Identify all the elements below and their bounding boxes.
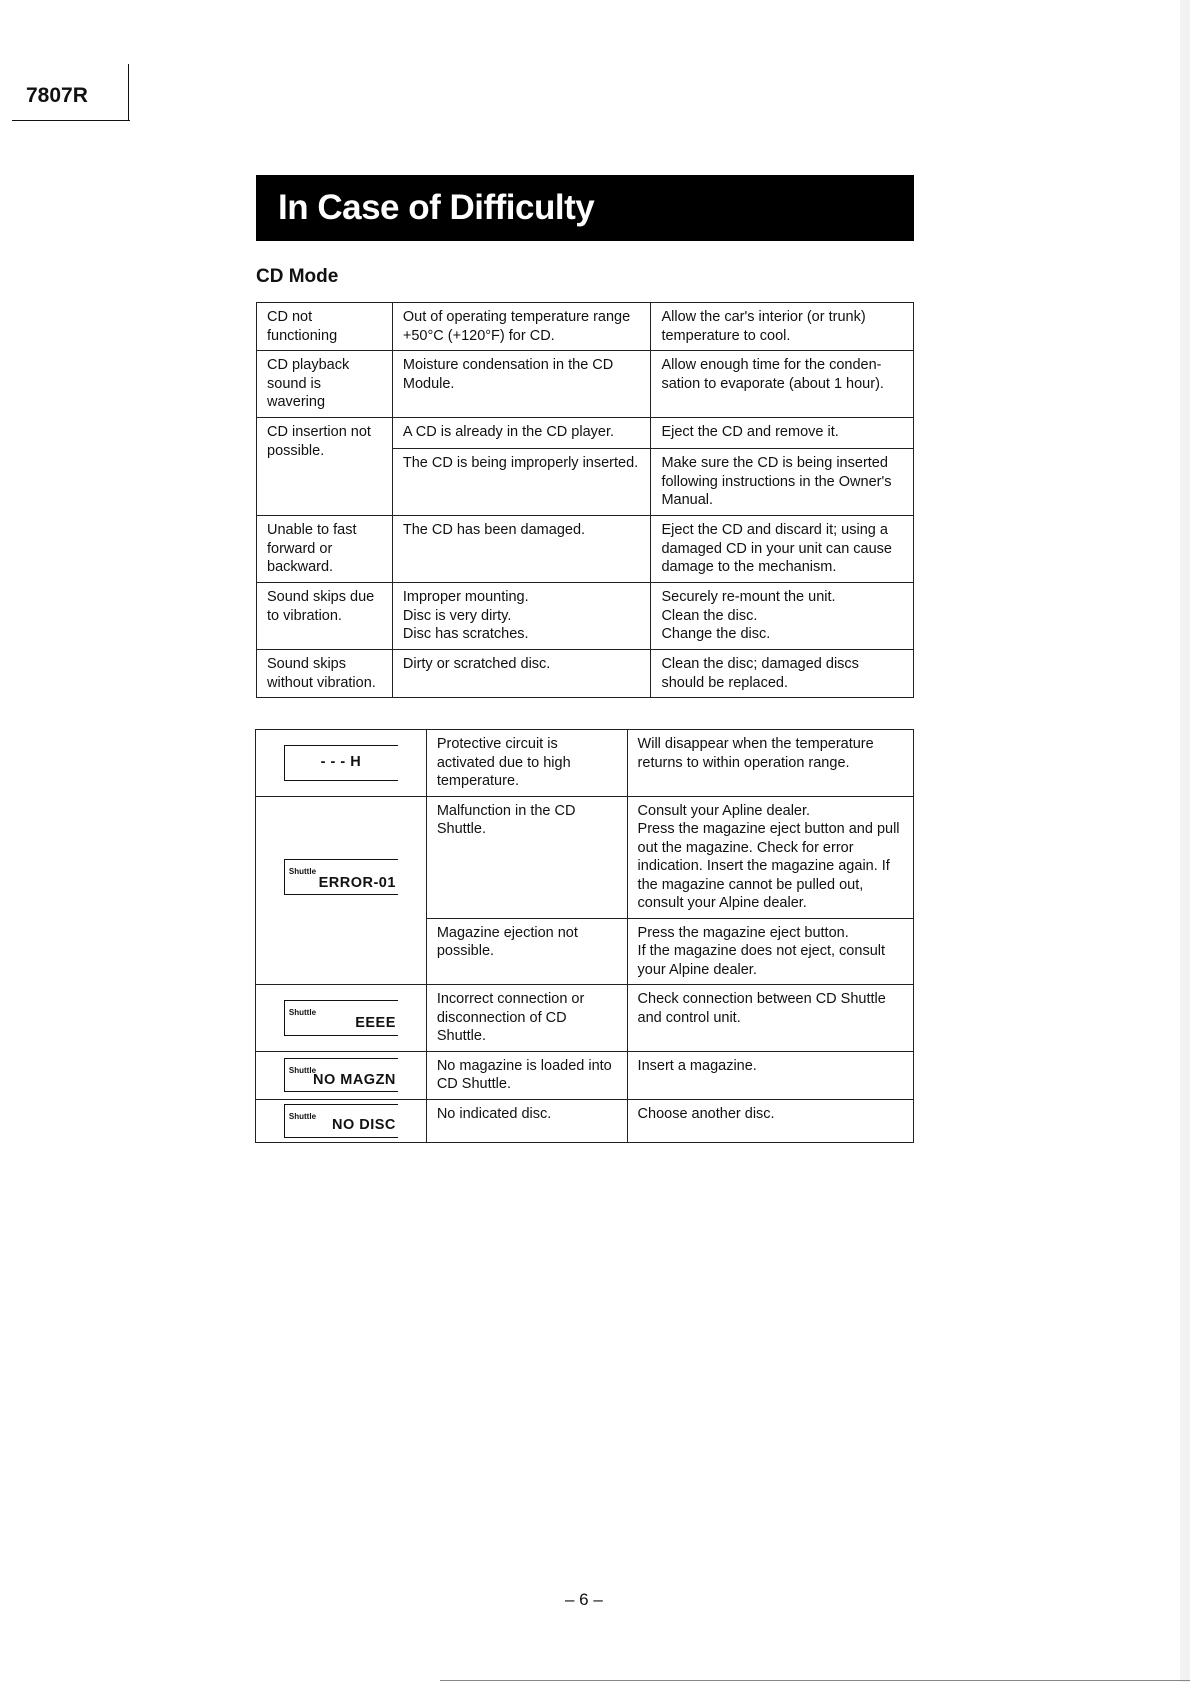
model-number: 7807R xyxy=(26,84,88,107)
header-rule xyxy=(12,120,130,121)
solution-cell: Make sure the CD is being inserted following instructions in the Owner's Manual. xyxy=(651,449,914,516)
solution-cell: Will disappear when the temperature returns to within operation range. xyxy=(627,730,913,797)
indication-table xyxy=(255,729,914,1143)
display-cell xyxy=(256,730,427,797)
lcd-text: NO MAGZN xyxy=(312,1071,396,1088)
solution-cell: Eject the CD and discard it; using a damaged CD in your unit can cause damage to the mechanism. xyxy=(651,516,914,583)
problem-cell: Sound skips due to vibration. xyxy=(257,583,393,650)
display-cell xyxy=(256,796,427,985)
lcd-text: EEEE xyxy=(355,1015,396,1032)
lcd-label: Shuttle xyxy=(288,867,317,877)
table-row xyxy=(256,985,914,1052)
solution-cell: Insert a magazine. xyxy=(627,1051,913,1099)
cause-cell: The CD has been damaged. xyxy=(392,516,651,583)
table-row xyxy=(256,1099,914,1142)
solution-cell: Press the magazine eject button. If the magazine does not eject, consult your Alpine dealer. xyxy=(627,918,913,985)
page-edge-shadow xyxy=(1180,0,1190,1682)
table-row xyxy=(256,730,914,797)
lcd-display xyxy=(284,859,398,895)
cd-mode-table xyxy=(256,302,914,698)
cause-cell: Incorrect connection or disconnection of CD Shuttle. xyxy=(426,985,627,1052)
problem-cell: CD not functioning xyxy=(257,303,393,351)
lcd-display xyxy=(284,1000,398,1036)
cause-cell: No indicated disc. xyxy=(426,1099,627,1142)
solution-cell: Allow the car's interior (or trunk) temperature to cool. xyxy=(651,303,914,351)
lcd-display xyxy=(284,745,398,781)
lcd-text: ERROR-01 xyxy=(318,874,396,891)
cause-cell: The CD is being improperly inserted. xyxy=(392,449,651,516)
section-heading-cd-mode: CD Mode xyxy=(256,266,339,287)
cause-cell: A CD is already in the CD player. xyxy=(392,418,651,449)
table-row xyxy=(257,303,914,351)
display-cell xyxy=(256,1099,427,1142)
lcd-text: NO DISC xyxy=(331,1117,396,1133)
display-cell xyxy=(256,985,427,1052)
title-banner xyxy=(256,175,914,241)
cause-cell: Dirty or scratched disc. xyxy=(392,650,651,698)
cause-cell: Out of operating temperature range +50°C (+120°F) for CD. xyxy=(392,303,651,351)
lcd-label: Shuttle xyxy=(288,1007,317,1017)
table-row xyxy=(257,418,914,449)
header-rule-vertical xyxy=(128,64,129,121)
cause-cell: Moisture condensation in the CD Module. xyxy=(392,351,651,418)
problem-cell: Unable to fast forward or backward. xyxy=(257,516,393,583)
solution-cell: Consult your Apline dealer. Press the magazine eject button and pull out the magazine. Check for error indication. Insert the magazine again. If the magazine cannot be pulled out, consult your Alpine dealer. xyxy=(627,796,913,918)
page-number: – 6 – xyxy=(565,1590,603,1609)
cause-cell: Improper mounting. Disc is very dirty. Disc has scratches. xyxy=(392,583,651,650)
cause-cell: Protective circuit is activated due to high temperature. xyxy=(426,730,627,797)
lcd-text: - - - H xyxy=(320,754,362,771)
lcd-display xyxy=(284,1104,398,1138)
table-row xyxy=(256,796,914,918)
table-row xyxy=(257,516,914,583)
solution-cell: Securely re-mount the unit. Clean the disc. Change the disc. xyxy=(651,583,914,650)
display-cell xyxy=(256,1051,427,1099)
table-row xyxy=(257,351,914,418)
cause-cell: No magazine is loaded into CD Shuttle. xyxy=(426,1051,627,1099)
lcd-label: Shuttle xyxy=(288,1066,317,1075)
bottom-rule xyxy=(440,1680,1190,1681)
solution-cell: Allow enough time for the conden- sation to evaporate (about 1 hour). xyxy=(651,351,914,418)
table-row xyxy=(257,583,914,650)
problem-cell: Sound skips without vibration. xyxy=(257,650,393,698)
solution-cell: Check connection between CD Shuttle and control unit. xyxy=(627,985,913,1052)
lcd-label: Shuttle xyxy=(288,1111,317,1121)
cause-cell: Magazine ejection not possible. xyxy=(426,918,627,985)
cause-cell: Malfunction in the CD Shuttle. xyxy=(426,796,627,918)
lcd-display xyxy=(284,1058,398,1092)
problem-cell: CD insertion not possible. xyxy=(257,418,393,516)
solution-cell: Choose another disc. xyxy=(627,1099,913,1142)
table-row xyxy=(256,1051,914,1099)
solution-cell: Clean the disc; damaged discs should be replaced. xyxy=(651,650,914,698)
table-row xyxy=(257,650,914,698)
page-title: In Case of Difficulty xyxy=(278,188,595,227)
solution-cell: Eject the CD and remove it. xyxy=(651,418,914,449)
problem-cell: CD playback sound is wavering xyxy=(257,351,393,418)
